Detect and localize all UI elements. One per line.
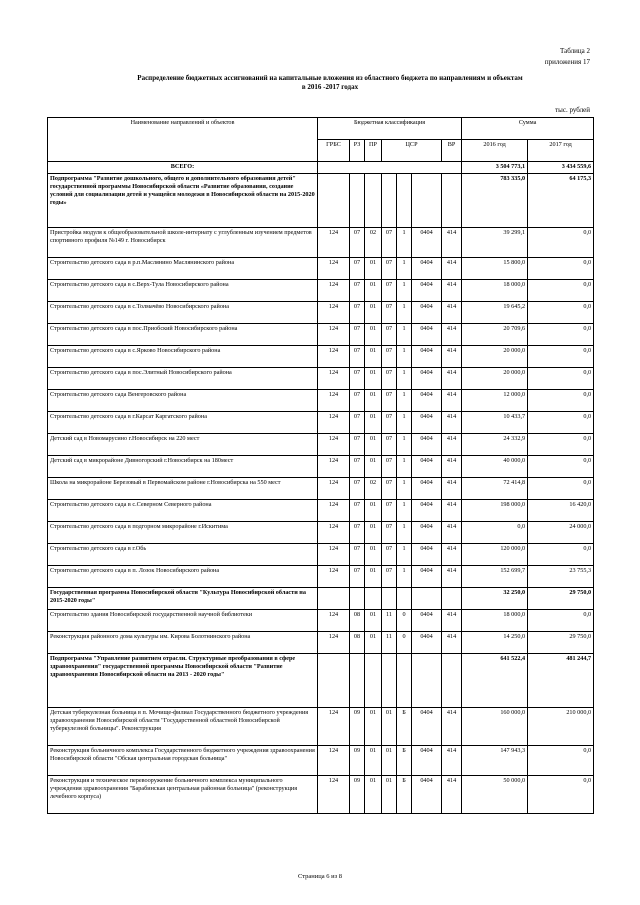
rz-cell: 07 bbox=[350, 302, 365, 324]
pr-cell: 01 bbox=[365, 566, 382, 588]
title-line-1: Распределение бюджетных ассигнований на капитальные вложения из областного бюджета по направлениям и объектам bbox=[137, 74, 523, 82]
object-name: Строительство детского сада в пос.Элитный Новосибирского района bbox=[48, 368, 318, 390]
empty-cell bbox=[365, 588, 382, 610]
object-name: Строительство детского сада в г.Карсат Каргатского района bbox=[48, 412, 318, 434]
sum-2016-cell: 72 414,8 bbox=[462, 478, 528, 500]
csr-program-cell: 07 bbox=[382, 228, 397, 258]
csr-subprogram-cell: 1 bbox=[397, 500, 412, 522]
object-name: Строительство детского сада в п. Лозок Новосибирского района bbox=[48, 566, 318, 588]
header-csr: ЦСР bbox=[382, 140, 442, 162]
object-name: Школа на микрорайоне Березовый в Первомайском районе г.Новосибирска на 550 мест bbox=[48, 478, 318, 500]
table-row bbox=[48, 456, 594, 478]
total-row bbox=[48, 162, 594, 174]
grbs-cell: 124 bbox=[318, 632, 350, 654]
grbs-cell: 124 bbox=[318, 258, 350, 280]
header-pr: ПР bbox=[365, 140, 382, 162]
sum-2017-cell: 0,0 bbox=[528, 368, 594, 390]
csr-subprogram-cell: 0 bbox=[397, 632, 412, 654]
grbs-cell: 124 bbox=[318, 610, 350, 632]
empty-cell bbox=[412, 588, 442, 610]
csr-code-cell: 0404 bbox=[412, 544, 442, 566]
object-name: Строительство детского сада в с.Толмачёво Новосибирского района bbox=[48, 302, 318, 324]
csr-subprogram-cell: 1 bbox=[397, 346, 412, 368]
table-row bbox=[48, 746, 594, 776]
sum-2017-cell: 0,0 bbox=[528, 346, 594, 368]
pr-cell: 01 bbox=[365, 280, 382, 302]
section-name: Подпрограмма "Управление развитием отрасли. Структурные преобразования в сфере здравоохранения" государственной программы Новосибирской области "Развитие здравоохранения Новосибирской области на 2013 - 2020 годы" bbox=[48, 654, 318, 708]
table-row bbox=[48, 478, 594, 500]
csr-code-cell: 0404 bbox=[412, 500, 442, 522]
sum-2016-cell: 0,0 bbox=[462, 522, 528, 544]
rz-cell: 07 bbox=[350, 258, 365, 280]
csr-code-cell: 0404 bbox=[412, 522, 442, 544]
sum-2017-cell: 0,0 bbox=[528, 434, 594, 456]
table-row bbox=[48, 324, 594, 346]
grbs-cell: 124 bbox=[318, 456, 350, 478]
csr-code-cell: 0404 bbox=[412, 632, 442, 654]
vr-cell: 414 bbox=[442, 632, 462, 654]
csr-code-cell: 0404 bbox=[412, 610, 442, 632]
section-name: Государственная программа Новосибирской области "Культура Новосибирской области на 2015-2020 годы" bbox=[48, 588, 318, 610]
csr-code-cell: 0404 bbox=[412, 280, 442, 302]
section-row bbox=[48, 174, 594, 228]
section-sum-2017: 481 244,7 bbox=[528, 654, 594, 708]
sum-2016-cell: 18 000,0 bbox=[462, 610, 528, 632]
section-sum-2016: 783 335,0 bbox=[462, 174, 528, 228]
rz-cell: 07 bbox=[350, 412, 365, 434]
grbs-cell: 124 bbox=[318, 390, 350, 412]
rz-cell: 09 bbox=[350, 776, 365, 814]
pr-cell: 01 bbox=[365, 258, 382, 280]
sum-2017-cell: 0,0 bbox=[528, 456, 594, 478]
vr-cell: 414 bbox=[442, 746, 462, 776]
empty-cell bbox=[382, 174, 397, 228]
header-row-1 bbox=[48, 118, 594, 140]
vr-cell: 414 bbox=[442, 610, 462, 632]
table-row bbox=[48, 776, 594, 814]
csr-program-cell: 07 bbox=[382, 346, 397, 368]
object-name: Строительство здания Новосибирской государственной научной библиотеки bbox=[48, 610, 318, 632]
header-grbs: ГРБС bbox=[318, 140, 350, 162]
csr-subprogram-cell: 1 bbox=[397, 478, 412, 500]
csr-code-cell: 0404 bbox=[412, 228, 442, 258]
pr-cell: 01 bbox=[365, 708, 382, 746]
pr-cell: 01 bbox=[365, 346, 382, 368]
csr-program-cell: 01 bbox=[382, 708, 397, 746]
grbs-cell: 124 bbox=[318, 368, 350, 390]
csr-subprogram-cell: Б bbox=[397, 776, 412, 814]
sum-2016-cell: 120 000,0 bbox=[462, 544, 528, 566]
csr-code-cell: 0404 bbox=[412, 258, 442, 280]
pr-cell: 01 bbox=[365, 610, 382, 632]
table-row bbox=[48, 346, 594, 368]
csr-program-cell: 07 bbox=[382, 324, 397, 346]
table-row bbox=[48, 708, 594, 746]
csr-subprogram-cell: Б bbox=[397, 708, 412, 746]
empty-cell bbox=[412, 654, 442, 708]
empty-cell bbox=[318, 654, 350, 708]
grbs-cell: 124 bbox=[318, 708, 350, 746]
object-name: Реконструкция и техническое перевооружение больничного комплекса муниципального учреждения здравоохранения "Барабинская центральная районная больница" (реконструкция лечебного корпуса) bbox=[48, 776, 318, 814]
table-row bbox=[48, 302, 594, 324]
csr-program-cell: 07 bbox=[382, 456, 397, 478]
table-row bbox=[48, 522, 594, 544]
csr-code-cell: 0404 bbox=[412, 456, 442, 478]
empty-cell bbox=[365, 654, 382, 708]
sum-2016-cell: 20 000,0 bbox=[462, 368, 528, 390]
pr-cell: 01 bbox=[365, 522, 382, 544]
sum-2016-cell: 160 000,0 bbox=[462, 708, 528, 746]
pr-cell: 01 bbox=[365, 434, 382, 456]
vr-cell: 414 bbox=[442, 390, 462, 412]
object-name: Строительство детского сада в с.Ярково Новосибирского района bbox=[48, 346, 318, 368]
vr-cell: 414 bbox=[442, 280, 462, 302]
table-row bbox=[48, 434, 594, 456]
csr-subprogram-cell: 1 bbox=[397, 390, 412, 412]
object-name: Строительство детского сада в подгорном микрорайоне г.Искитима bbox=[48, 522, 318, 544]
vr-cell: 414 bbox=[442, 566, 462, 588]
pr-cell: 01 bbox=[365, 776, 382, 814]
object-name: Строительство детского сада в р.п.Маслянино Маслянинского района bbox=[48, 258, 318, 280]
sum-2017-cell: 0,0 bbox=[528, 746, 594, 776]
csr-program-cell: 07 bbox=[382, 280, 397, 302]
pr-cell: 01 bbox=[365, 324, 382, 346]
sum-2017-cell: 0,0 bbox=[528, 412, 594, 434]
empty-cell bbox=[442, 654, 462, 708]
sum-2017-cell: 0,0 bbox=[528, 544, 594, 566]
sum-2016-cell: 152 699,7 bbox=[462, 566, 528, 588]
object-name: Детская туберкулезная больница в п. Мочище-филиал Государственного бюджетного учреждения здравоохранения Новосибирской области "Государственной областной Новосибирской туберкулезной больницы". Реконструкция bbox=[48, 708, 318, 746]
object-name: Детский сад в микрорайоне Дивногорский г.Новосибирск на 180мест bbox=[48, 456, 318, 478]
pr-cell: 02 bbox=[365, 478, 382, 500]
grbs-cell: 124 bbox=[318, 522, 350, 544]
empty-cell bbox=[382, 588, 397, 610]
rz-cell: 07 bbox=[350, 456, 365, 478]
csr-code-cell: 0404 bbox=[412, 390, 442, 412]
empty-cell bbox=[442, 174, 462, 228]
section-sum-2016: 641 522,4 bbox=[462, 654, 528, 708]
sum-2016-cell: 39 299,1 bbox=[462, 228, 528, 258]
csr-program-cell: 11 bbox=[382, 632, 397, 654]
total-blank bbox=[318, 162, 462, 174]
page-footer: Страница 6 из 8 bbox=[297, 873, 343, 880]
sum-2017-cell: 29 750,0 bbox=[528, 632, 594, 654]
grbs-cell: 124 bbox=[318, 566, 350, 588]
csr-program-cell: 07 bbox=[382, 412, 397, 434]
sum-2016-cell: 10 433,7 bbox=[462, 412, 528, 434]
total-2017: 3 434 559,6 bbox=[528, 162, 594, 174]
vr-cell: 414 bbox=[442, 302, 462, 324]
csr-program-cell: 07 bbox=[382, 500, 397, 522]
csr-program-cell: 01 bbox=[382, 776, 397, 814]
sum-2017-cell: 0,0 bbox=[528, 390, 594, 412]
sum-2017-cell: 0,0 bbox=[528, 478, 594, 500]
pr-cell: 01 bbox=[365, 412, 382, 434]
empty-cell bbox=[397, 588, 412, 610]
grbs-cell: 124 bbox=[318, 302, 350, 324]
sum-2017-cell: 210 000,0 bbox=[528, 708, 594, 746]
object-name: Строительство детского сада в пос.Приобский Новосибирского района bbox=[48, 324, 318, 346]
rz-cell: 08 bbox=[350, 610, 365, 632]
empty-cell bbox=[318, 588, 350, 610]
vr-cell: 414 bbox=[442, 412, 462, 434]
header-name: Наименование направлений и объектов bbox=[48, 118, 318, 162]
object-name: Пристройка модуля к общеобразовательной школе-интернату с углубленным изучением предметов спортивного профиля №149 г. Новосибирск bbox=[48, 228, 318, 258]
object-name: Строительство детского сада в с.Северном Северного района bbox=[48, 500, 318, 522]
rz-cell: 07 bbox=[350, 566, 365, 588]
pr-cell: 01 bbox=[365, 390, 382, 412]
rz-cell: 07 bbox=[350, 324, 365, 346]
sum-2016-cell: 18 000,0 bbox=[462, 280, 528, 302]
table-row bbox=[48, 500, 594, 522]
object-name: Реконструкция больничного комплекса Государственного бюджетного учреждения здравоохранения Новосибирской области "Обская центральная городская больница" bbox=[48, 746, 318, 776]
rz-cell: 09 bbox=[350, 746, 365, 776]
grbs-cell: 124 bbox=[318, 776, 350, 814]
pr-cell: 01 bbox=[365, 746, 382, 776]
table-row bbox=[48, 280, 594, 302]
table-row bbox=[48, 632, 594, 654]
csr-program-cell: 11 bbox=[382, 610, 397, 632]
csr-code-cell: 0404 bbox=[412, 412, 442, 434]
header-classification: Бюджетная классификация bbox=[318, 118, 462, 140]
csr-program-cell: 01 bbox=[382, 746, 397, 776]
csr-subprogram-cell: 1 bbox=[397, 434, 412, 456]
csr-program-cell: 07 bbox=[382, 258, 397, 280]
sum-2016-cell: 20 709,6 bbox=[462, 324, 528, 346]
sum-2016-cell: 19 645,2 bbox=[462, 302, 528, 324]
rz-cell: 07 bbox=[350, 500, 365, 522]
vr-cell: 414 bbox=[442, 522, 462, 544]
empty-cell bbox=[397, 654, 412, 708]
vr-cell: 414 bbox=[442, 456, 462, 478]
vr-cell: 414 bbox=[442, 434, 462, 456]
grbs-cell: 124 bbox=[318, 324, 350, 346]
budget-table bbox=[47, 117, 594, 814]
empty-cell bbox=[442, 588, 462, 610]
empty-cell bbox=[365, 174, 382, 228]
csr-program-cell: 07 bbox=[382, 434, 397, 456]
table-row bbox=[48, 390, 594, 412]
csr-subprogram-cell: 1 bbox=[397, 258, 412, 280]
csr-code-cell: 0404 bbox=[412, 746, 442, 776]
table-row bbox=[48, 412, 594, 434]
object-name: Детский сад в Новомарусино г.Новосибирск на 220 мест bbox=[48, 434, 318, 456]
sum-2016-cell: 40 000,0 bbox=[462, 456, 528, 478]
csr-program-cell: 07 bbox=[382, 566, 397, 588]
csr-program-cell: 07 bbox=[382, 368, 397, 390]
rz-cell: 07 bbox=[350, 522, 365, 544]
rz-cell: 07 bbox=[350, 478, 365, 500]
section-sum-2016: 32 250,0 bbox=[462, 588, 528, 610]
table-row bbox=[48, 544, 594, 566]
units-label: тыс. рублей bbox=[555, 106, 590, 114]
grbs-cell: 124 bbox=[318, 280, 350, 302]
vr-cell: 414 bbox=[442, 544, 462, 566]
csr-code-cell: 0404 bbox=[412, 324, 442, 346]
section-name: Подпрограмма "Развитие дошкольного, общего и дополнительного образования детей" государственной программы Новосибирской области «Развитие образования, создание условий для социализации детей и учащейся молодежи в Новосибирской области на 2015-2020 годы» bbox=[48, 174, 318, 228]
sum-2017-cell: 0,0 bbox=[528, 610, 594, 632]
table-row bbox=[48, 228, 594, 258]
sum-2016-cell: 24 332,9 bbox=[462, 434, 528, 456]
pr-cell: 01 bbox=[365, 456, 382, 478]
table-number: Таблица 2 bbox=[560, 47, 590, 55]
empty-cell bbox=[350, 588, 365, 610]
header-vr: ВР bbox=[442, 140, 462, 162]
vr-cell: 414 bbox=[442, 776, 462, 814]
vr-cell: 414 bbox=[442, 346, 462, 368]
csr-subprogram-cell: 1 bbox=[397, 280, 412, 302]
grbs-cell: 124 bbox=[318, 478, 350, 500]
sum-2017-cell: 0,0 bbox=[528, 302, 594, 324]
sum-2017-cell: 0,0 bbox=[528, 776, 594, 814]
header-2016: 2016 год bbox=[462, 140, 528, 162]
sum-2017-cell: 16 420,0 bbox=[528, 500, 594, 522]
grbs-cell: 124 bbox=[318, 746, 350, 776]
grbs-cell: 124 bbox=[318, 500, 350, 522]
csr-code-cell: 0404 bbox=[412, 776, 442, 814]
csr-subprogram-cell: 1 bbox=[397, 228, 412, 258]
total-2016: 3 504 773,1 bbox=[462, 162, 528, 174]
csr-code-cell: 0404 bbox=[412, 346, 442, 368]
sum-2016-cell: 20 000,0 bbox=[462, 346, 528, 368]
sum-2016-cell: 12 000,0 bbox=[462, 390, 528, 412]
rz-cell: 07 bbox=[350, 280, 365, 302]
csr-program-cell: 07 bbox=[382, 544, 397, 566]
title-line-2: в 2016 -2017 годах bbox=[301, 83, 359, 91]
empty-cell bbox=[412, 174, 442, 228]
sum-2017-cell: 0,0 bbox=[528, 324, 594, 346]
table-row bbox=[48, 610, 594, 632]
sum-2017-cell: 23 755,3 bbox=[528, 566, 594, 588]
sum-2017-cell: 0,0 bbox=[528, 258, 594, 280]
vr-cell: 414 bbox=[442, 258, 462, 280]
empty-cell bbox=[397, 174, 412, 228]
rz-cell: 09 bbox=[350, 708, 365, 746]
header-rz: РЗ bbox=[350, 140, 365, 162]
grbs-cell: 124 bbox=[318, 228, 350, 258]
object-name: Строительство детского сада в г.Обь bbox=[48, 544, 318, 566]
rz-cell: 07 bbox=[350, 544, 365, 566]
rz-cell: 07 bbox=[350, 368, 365, 390]
sum-2016-cell: 15 800,0 bbox=[462, 258, 528, 280]
empty-cell bbox=[382, 654, 397, 708]
grbs-cell: 124 bbox=[318, 434, 350, 456]
csr-code-cell: 0404 bbox=[412, 368, 442, 390]
rz-cell: 07 bbox=[350, 228, 365, 258]
csr-code-cell: 0404 bbox=[412, 434, 442, 456]
object-name: Строительство детского сада в с.Верх-Тула Новосибирского района bbox=[48, 280, 318, 302]
empty-cell bbox=[318, 174, 350, 228]
section-sum-2017: 64 175,3 bbox=[528, 174, 594, 228]
section-row bbox=[48, 588, 594, 610]
csr-program-cell: 07 bbox=[382, 390, 397, 412]
header-2017: 2017 год bbox=[528, 140, 594, 162]
sum-2016-cell: 147 943,3 bbox=[462, 746, 528, 776]
csr-code-cell: 0404 bbox=[412, 708, 442, 746]
empty-cell bbox=[350, 174, 365, 228]
section-sum-2017: 29 750,0 bbox=[528, 588, 594, 610]
sum-2017-cell: 0,0 bbox=[528, 228, 594, 258]
pr-cell: 01 bbox=[365, 544, 382, 566]
csr-subprogram-cell: 1 bbox=[397, 368, 412, 390]
appendix-number: приложения 17 bbox=[544, 58, 590, 66]
csr-code-cell: 0404 bbox=[412, 302, 442, 324]
rz-cell: 07 bbox=[350, 434, 365, 456]
csr-subprogram-cell: 1 bbox=[397, 566, 412, 588]
csr-subprogram-cell: 1 bbox=[397, 456, 412, 478]
rz-cell: 07 bbox=[350, 346, 365, 368]
sum-2017-cell: 24 000,0 bbox=[528, 522, 594, 544]
pr-cell: 02 bbox=[365, 228, 382, 258]
csr-program-cell: 07 bbox=[382, 302, 397, 324]
sum-2016-cell: 50 000,0 bbox=[462, 776, 528, 814]
pr-cell: 01 bbox=[365, 368, 382, 390]
csr-subprogram-cell: 1 bbox=[397, 302, 412, 324]
grbs-cell: 124 bbox=[318, 412, 350, 434]
csr-subprogram-cell: 1 bbox=[397, 522, 412, 544]
csr-subprogram-cell: Б bbox=[397, 746, 412, 776]
vr-cell: 414 bbox=[442, 228, 462, 258]
object-name: Реконструкция районного дома культуры им. Кирова Болотнинского района bbox=[48, 632, 318, 654]
sum-2016-cell: 14 250,0 bbox=[462, 632, 528, 654]
header-sum: Сумма bbox=[462, 118, 594, 140]
vr-cell: 414 bbox=[442, 708, 462, 746]
vr-cell: 414 bbox=[442, 478, 462, 500]
section-row bbox=[48, 654, 594, 708]
sum-2016-cell: 198 000,0 bbox=[462, 500, 528, 522]
pr-cell: 01 bbox=[365, 302, 382, 324]
vr-cell: 414 bbox=[442, 500, 462, 522]
rz-cell: 07 bbox=[350, 390, 365, 412]
pr-cell: 01 bbox=[365, 500, 382, 522]
table-row bbox=[48, 258, 594, 280]
pr-cell: 01 bbox=[365, 632, 382, 654]
page-title bbox=[60, 74, 600, 92]
vr-cell: 414 bbox=[442, 368, 462, 390]
table-row bbox=[48, 368, 594, 390]
empty-cell bbox=[350, 654, 365, 708]
csr-subprogram-cell: 1 bbox=[397, 544, 412, 566]
sum-2017-cell: 0,0 bbox=[528, 280, 594, 302]
table-row bbox=[48, 566, 594, 588]
csr-subprogram-cell: 1 bbox=[397, 412, 412, 434]
rz-cell: 08 bbox=[350, 632, 365, 654]
csr-code-cell: 0404 bbox=[412, 566, 442, 588]
csr-program-cell: 07 bbox=[382, 478, 397, 500]
object-name: Строительство детского сада Венгеровского района bbox=[48, 390, 318, 412]
total-label: ВСЕГО: bbox=[48, 162, 318, 174]
csr-code-cell: 0404 bbox=[412, 478, 442, 500]
grbs-cell: 124 bbox=[318, 346, 350, 368]
csr-subprogram-cell: 0 bbox=[397, 610, 412, 632]
csr-subprogram-cell: 1 bbox=[397, 324, 412, 346]
csr-program-cell: 07 bbox=[382, 522, 397, 544]
vr-cell: 414 bbox=[442, 324, 462, 346]
grbs-cell: 124 bbox=[318, 544, 350, 566]
